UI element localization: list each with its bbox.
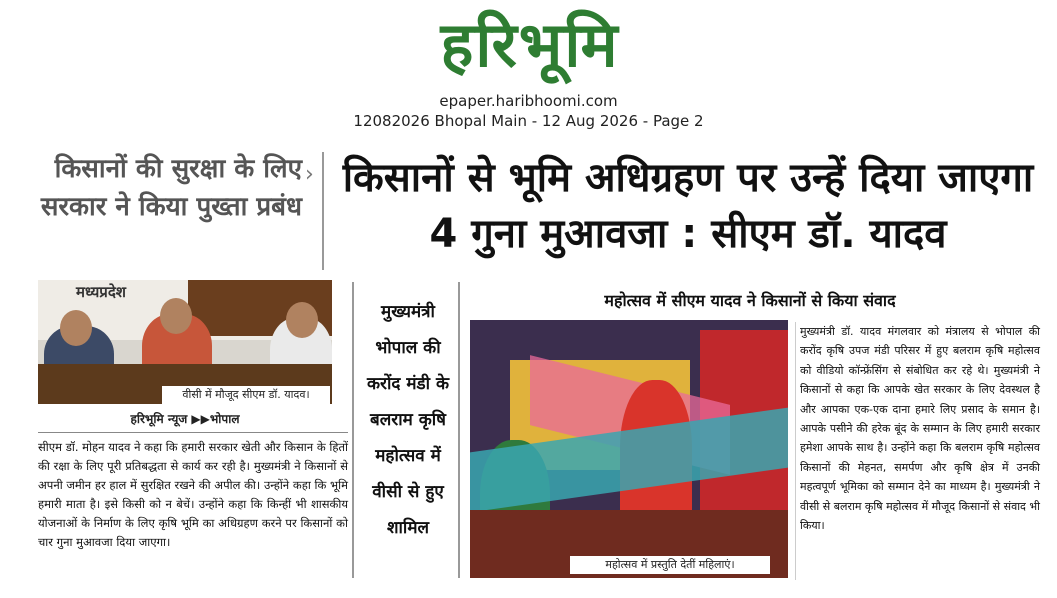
festival-photo <box>470 320 788 578</box>
sub-headline: महोत्सव में सीएम यादव ने किसानों से किया संवाद <box>604 291 896 310</box>
photo-person-head <box>286 302 318 338</box>
main-headline: किसानों से भूमि अधिग्रहण पर उन्हें दिया जाएगा 4 गुना मुआवजा : सीएम डॉ. यादव <box>342 155 1034 257</box>
chevron-right-icon: › <box>305 162 314 187</box>
article-body-right: मुख्यमंत्री डॉ. यादव मंगलवार को मंत्रालय से भोपाल की करोंद कृषि उपज मंडी परिसर में हुए बलराम कृषि महोत्सव को वीडियो कॉन्फ्रेंसिंग से संबोधित कर रहे थे। मुख्यमंत्री ने किसानों से कहा कि आपके खेत सरकार के लिए देवस्थल है और आपका एक-एक दाना हमारे लिए प्रसाद के समान है। आपके पसीने की हरेक बूंद के सम्मान के लिए हमारी सरकार हमेशा आपके साथ है। उन्होंने कहा कि बलराम कृषि महोत्सव किसानों की मेहनत, समर्पण और कृषि क्षेत्र में उनकी महत्वपूर्ण भूमिका को सम्मान देने का माध्यम है। मुख्यमंत्री ने वीसी से बलराम कृषि महोत्सव में मौजूद किसानों से संवाद भी किया। <box>800 325 1040 533</box>
photo-person-head <box>160 298 192 334</box>
vc-photo-caption: वीसी में मौजूद सीएम डॉ. यादव। <box>162 386 330 404</box>
byline-divider <box>38 432 348 433</box>
epaper-url[interactable]: epaper.haribhoomi.com <box>439 92 618 110</box>
masthead <box>0 0 1057 140</box>
headline-divider <box>322 152 324 270</box>
festival-photo-caption: महोत्सव में प्रस्तुति देतीं महिलाएं। <box>570 556 770 574</box>
kicker-text: किसानों की सुरक्षा के लिए सरकार ने किया पुख्ता प्रबंध <box>40 154 302 222</box>
highlight-text: मुख्यमंत्री भोपाल की करोंद मंडी के बलराम कृषि महोत्सव में वीसी से हुए शामिल <box>367 302 449 538</box>
edition-info: 12082026 Bhopal Main - 12 Aug 2026 - Page 2 <box>353 112 704 130</box>
column-divider <box>795 322 796 580</box>
newspaper-logo[interactable]: हरिभूमि <box>440 8 620 81</box>
photo-person-head <box>60 310 92 346</box>
byline: हरिभूमि न्यूज ▶▶भोपाल <box>130 412 240 426</box>
highlight-box <box>352 282 460 578</box>
article-body-left: सीएम डॉ. मोहन यादव ने कहा कि हमारी सरकार खेती और किसान के हितों की रक्षा के लिए पूरी प्रतिबद्धता से कार्य कर रही है। मुख्यमंत्री ने किसानों से अपनी जमीन हर हाल में सुरक्षित रखने की अपील की। उन्होंने कहा कि भूमि हमारी माता है। इसे किसी को न बेचें। उन्होंने कहा कि किन्हीं भी शासकीय योजनाओं के निर्माण के लिए कृषि भूमि का अधिग्रहण करने पर किसानों को चार गुना मुआवजा दिया जाएगा। <box>38 440 348 549</box>
photo-watermark: मध्यप्रदेश <box>76 283 127 301</box>
